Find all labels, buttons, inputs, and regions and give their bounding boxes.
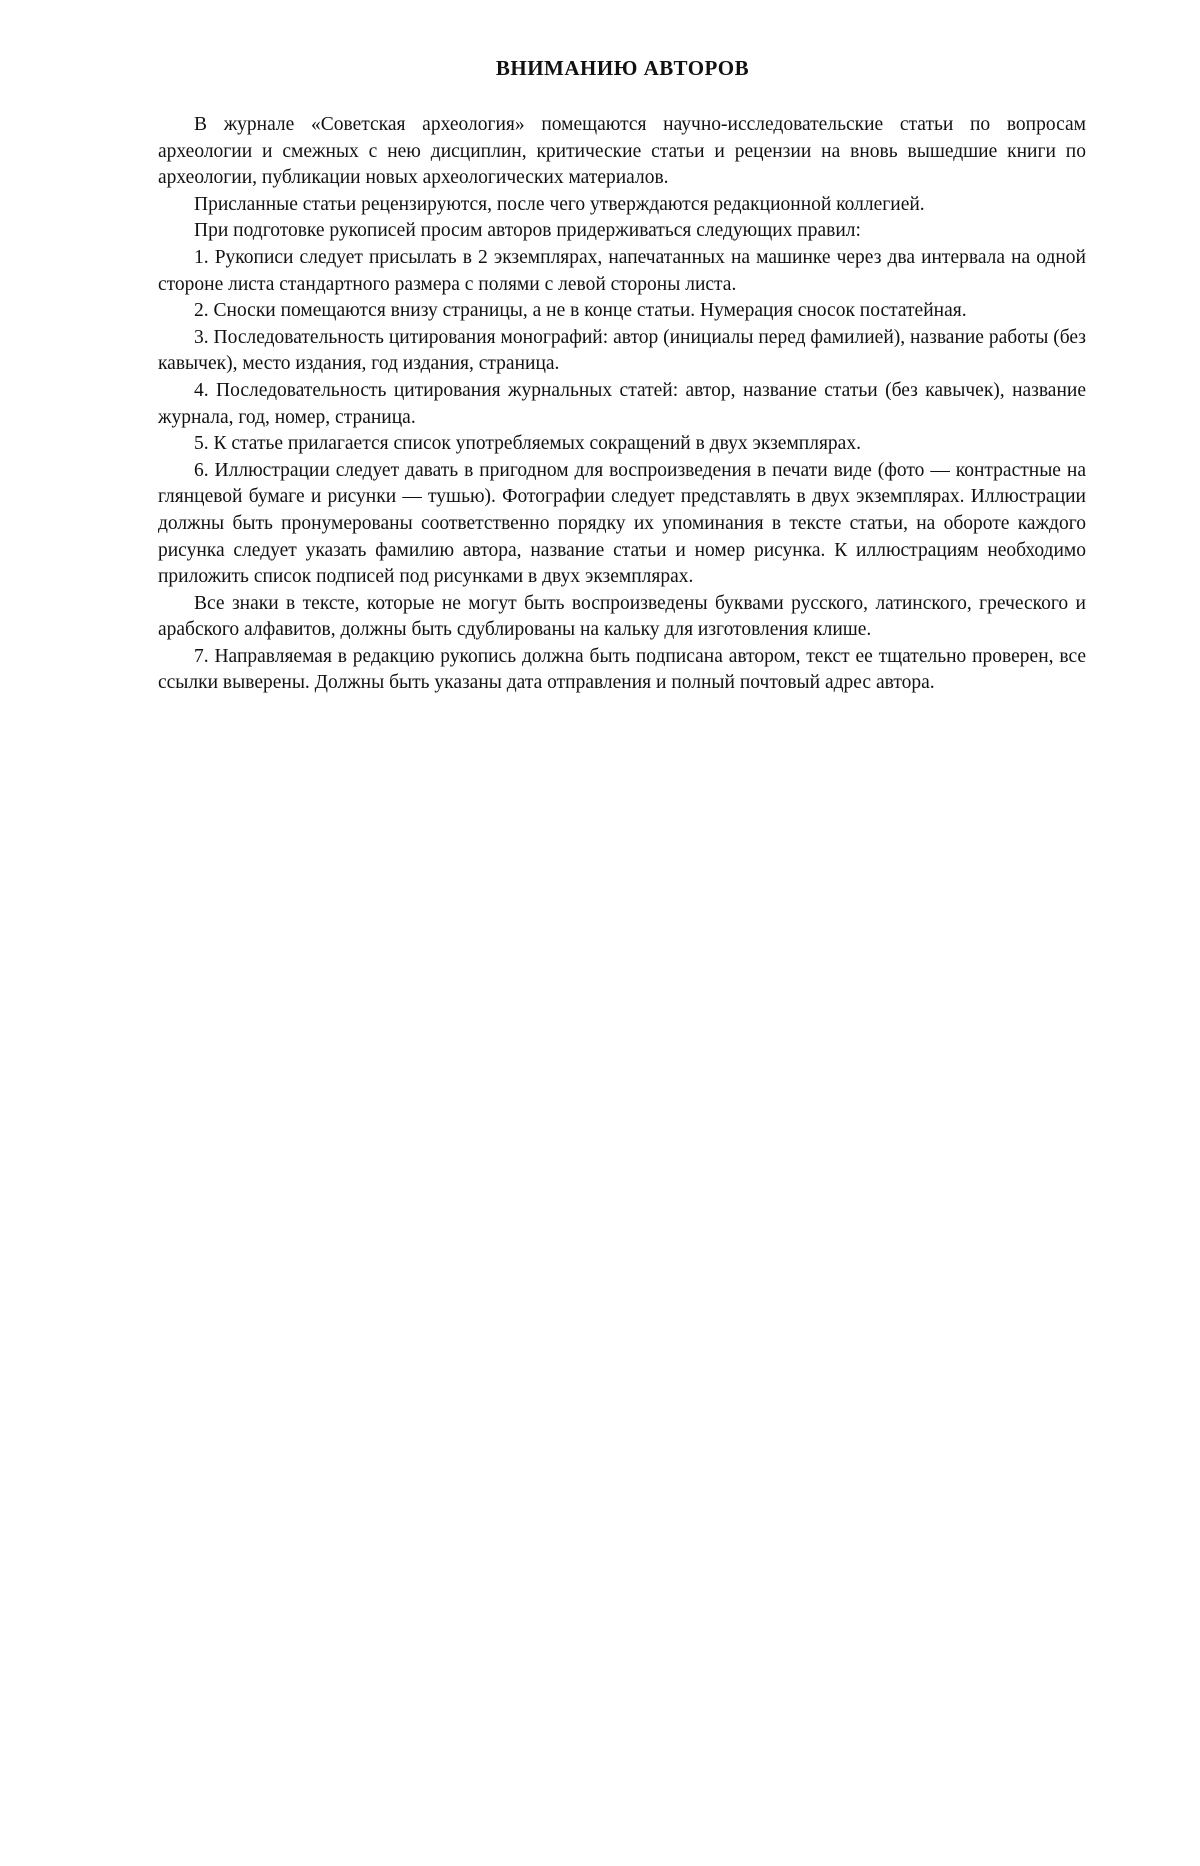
rule-6-illustrations: 6. Иллюстрации следует давать в пригодном для воспроизведения в печати виде (фото — контрастные на глянцевой бумаге и рисунки — тушью). Фотографии следует представлять в двух экземплярах. Иллюстрации должны быть пронумерованы соответственно порядку их упоминания в тексте статьи, на обороте каждого рисунка следует указать фамилию автора, название статьи и номер рисунка. К иллюстрациям необходимо приложить список подписей под рисунками в двух экземплярах.: [158, 459, 1086, 588]
rule-4-journal-citation: 4. Последовательность цитирования журнальных статей: автор, название статьи (без кавычек), название журнала, год, номер, страница.: [158, 379, 1086, 428]
paragraph-intro: В журнале «Советская археология» помещаются научно-исследовательские статьи по вопросам археологии и смежных с нею дисциплин, критические статьи и рецензии на вновь вышедшие книги по археологии, публикации новых археологических материалов.: [158, 114, 1086, 189]
document-body: [158, 112, 1086, 697]
rule-3-monograph-citation: 3. Последовательность цитирования монографий: автор (инициалы перед фамилией), название работы (без кавычек), место издания, год издания, страница.: [158, 326, 1086, 375]
rule-2-footnotes: 2. Сноски помещаются внизу страницы, а не в конце статьи. Нумерация сносок постатейная.: [194, 300, 967, 322]
paragraph-rules-intro: При подготовке рукописей просим авторов придерживаться следующих правил:: [194, 220, 861, 242]
document-title: ВНИМАНИЮ АВТОРОВ: [495, 56, 750, 80]
rule-1-manuscripts: 1. Рукописи следует присылать в 2 экземплярах, напечатанных на машинке через два интервала на одной стороне листа стандартного размера с полями с левой стороны листа.: [158, 246, 1086, 295]
rule-5-abbreviations: 5. К статье прилагается список употребляемых сокращений в двух экземплярах.: [194, 433, 861, 455]
rule-7-signature: 7. Направляемая в редакцию рукопись должна быть подписана автором, текст ее тщательно проверен, все ссылки выверены. Должны быть указаны дата отправления и полный почтовый адрес автора.: [158, 645, 1086, 694]
paragraph-special-signs: Все знаки в тексте, которые не могут быть воспроизведены буквами русского, латинского, греческого и арабского алфавитов, должны быть сдублированы на кальку для изготовления клише.: [158, 592, 1086, 641]
paragraph-review: Присланные статьи рецензируются, после чего утверждаются редакционной коллегией.: [194, 193, 925, 215]
